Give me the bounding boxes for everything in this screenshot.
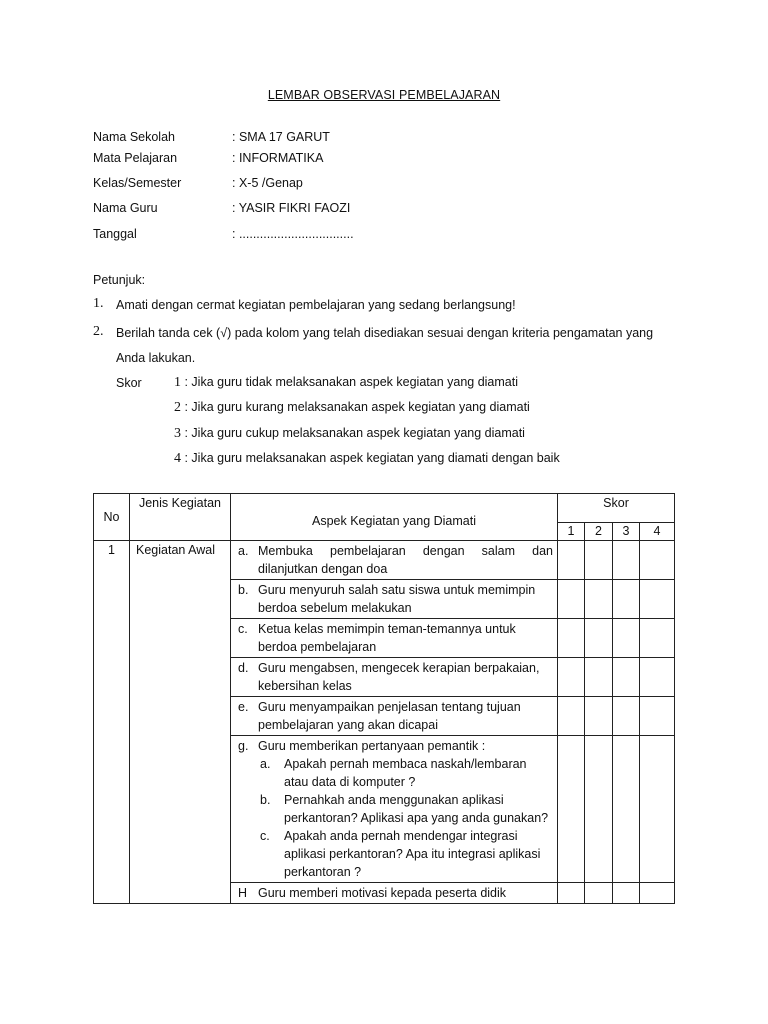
aspect-item [231,580,558,619]
aspect-marker: b. [238,583,249,597]
aspect-item [231,697,558,736]
info-value: : INFORMATIKA [232,151,324,165]
sub-question-text: Pernahkah anda menggunakan aplikasi perkantoran? Aplikasi apa yang anda gunakan? [284,793,549,825]
score-checkbox-cell[interactable] [640,697,675,736]
info-value: : ................................. [232,227,354,241]
score-checkbox-cell[interactable] [558,580,585,619]
row-jenis-kegiatan: Kegiatan Awal [130,541,231,904]
instructions-heading: Petunjuk: [93,273,146,287]
observation-table [93,493,675,904]
score-text: : Jika guru tidak melaksanakan aspek kegiatan yang diamati [181,375,518,389]
aspect-text: Guru memberikan pertanyaan pemantik : [258,739,486,753]
score-checkbox-cell[interactable] [640,883,675,904]
score-checkbox-cell[interactable] [613,736,640,883]
info-label: Tanggal [93,227,137,241]
aspect-text: Ketua kelas memimpin teman-temannya untuk berdoa pembelajaran [258,622,516,654]
aspect-item [231,658,558,697]
header-skor: Skor [558,494,675,523]
score-checkbox-cell[interactable] [640,619,675,658]
score-checkbox-cell[interactable] [585,736,613,883]
score-checkbox-cell[interactable] [558,736,585,883]
instruction-item-2-line-1: Berilah tanda cek (√) pada kolom yang telah disediakan sesuai dengan kriteria pengamatan yang [116,326,654,340]
header-aspek-kegiatan: Aspek Kegiatan yang Diamati [231,494,558,541]
info-value: : X-5 /Genap [232,176,303,190]
score-number: 4 [174,451,181,466]
score-checkbox-cell[interactable] [558,658,585,697]
score-checkbox-cell[interactable] [613,619,640,658]
aspect-marker: a. [238,544,249,558]
header-score-4: 4 [640,523,675,541]
header-score-1: 1 [558,523,585,541]
aspect-text: Guru mengabsen, mengecek kerapian berpakaian, kebersihan kelas [258,661,540,693]
score-checkbox-cell[interactable] [640,541,675,580]
instruction-item-2-line-2: Anda lakukan. [116,351,196,365]
row-number: 1 [94,541,130,904]
score-criterion-4 [174,451,560,467]
aspect-item [231,619,558,658]
sub-question [258,791,553,827]
aspect-marker: g. [238,739,249,753]
score-checkbox-cell[interactable] [613,658,640,697]
score-checkbox-cell[interactable] [585,697,613,736]
info-label: Kelas/Semester [93,176,182,190]
score-checkbox-cell[interactable] [640,736,675,883]
score-checkbox-cell[interactable] [585,619,613,658]
aspect-marker: H [238,886,248,900]
info-value: : SMA 17 GARUT [232,130,330,144]
aspect-item [231,883,558,904]
header-score-2: 2 [585,523,613,541]
score-checkbox-cell[interactable] [558,541,585,580]
page-title: LEMBAR OBSERVASI PEMBELAJARAN [267,88,501,102]
table-row [94,541,675,580]
instruction-item-1: Amati dengan cermat kegiatan pembelajaran yang sedang berlangsung! [116,298,516,312]
sub-question-text: Apakah pernah membaca naskah/lembaran atau data di komputer ? [284,757,527,789]
score-checkbox-cell[interactable] [585,658,613,697]
score-checkbox-cell[interactable] [613,541,640,580]
aspect-marker: c. [238,622,248,636]
aspect-text: Guru memberi motivasi kepada peserta didik [258,886,507,900]
sub-question-marker: a. [260,757,271,771]
aspect-text: Guru menyuruh salah satu siswa untuk memimpin berdoa sebelum melakukan [258,583,536,615]
score-checkbox-cell[interactable] [558,697,585,736]
header-score-3: 3 [613,523,640,541]
score-checkbox-cell[interactable] [558,619,585,658]
info-label: Nama Sekolah [93,130,175,144]
score-checkbox-cell[interactable] [558,883,585,904]
sub-question [258,827,553,881]
score-checkbox-cell[interactable] [585,541,613,580]
aspect-item [231,541,558,580]
score-checkbox-cell[interactable] [613,697,640,736]
sub-question-text: Apakah anda pernah mendengar integrasi aplikasi perkantoran? Apa itu integrasi aplikasi perkantoran ? [284,829,541,879]
score-text: : Jika guru cukup melaksanakan aspek kegiatan yang diamati [181,426,525,440]
sub-question-marker: b. [260,793,271,807]
instruction-number: 1. [93,296,104,311]
score-number: 3 [174,426,181,441]
score-checkbox-cell[interactable] [640,580,675,619]
score-text: : Jika guru kurang melaksanakan aspek kegiatan yang diamati [181,400,530,414]
score-checkbox-cell[interactable] [613,883,640,904]
skor-label: Skor [116,376,142,390]
score-criterion-1 [174,375,518,391]
instruction-number: 2. [93,324,104,339]
score-number: 2 [174,400,181,415]
score-criterion-2 [174,400,530,416]
sub-question-marker: c. [260,829,270,843]
aspect-text: Membuka pembelajaran dengan salam dan dilanjutkan dengan doa [258,544,553,576]
score-checkbox-cell[interactable] [613,580,640,619]
score-text: : Jika guru melaksanakan aspek kegiatan yang diamati dengan baik [181,451,560,465]
sub-question [258,755,553,791]
aspect-marker: d. [238,661,249,675]
score-number: 1 [174,375,181,390]
info-value: : YASIR FIKRI FAOZI [232,201,351,215]
score-checkbox-cell[interactable] [585,883,613,904]
aspect-marker: e. [238,700,249,714]
header-no: No [94,494,130,541]
score-criterion-3 [174,426,525,442]
score-checkbox-cell[interactable] [585,580,613,619]
info-label: Mata Pelajaran [93,151,178,165]
aspect-item [231,736,558,883]
info-label: Nama Guru [93,201,158,215]
header-jenis-kegiatan: Jenis Kegiatan [130,494,231,541]
aspect-text: Guru menyampaikan penjelasan tentang tujuan pembelajaran yang akan dicapai [258,700,521,732]
score-checkbox-cell[interactable] [640,658,675,697]
